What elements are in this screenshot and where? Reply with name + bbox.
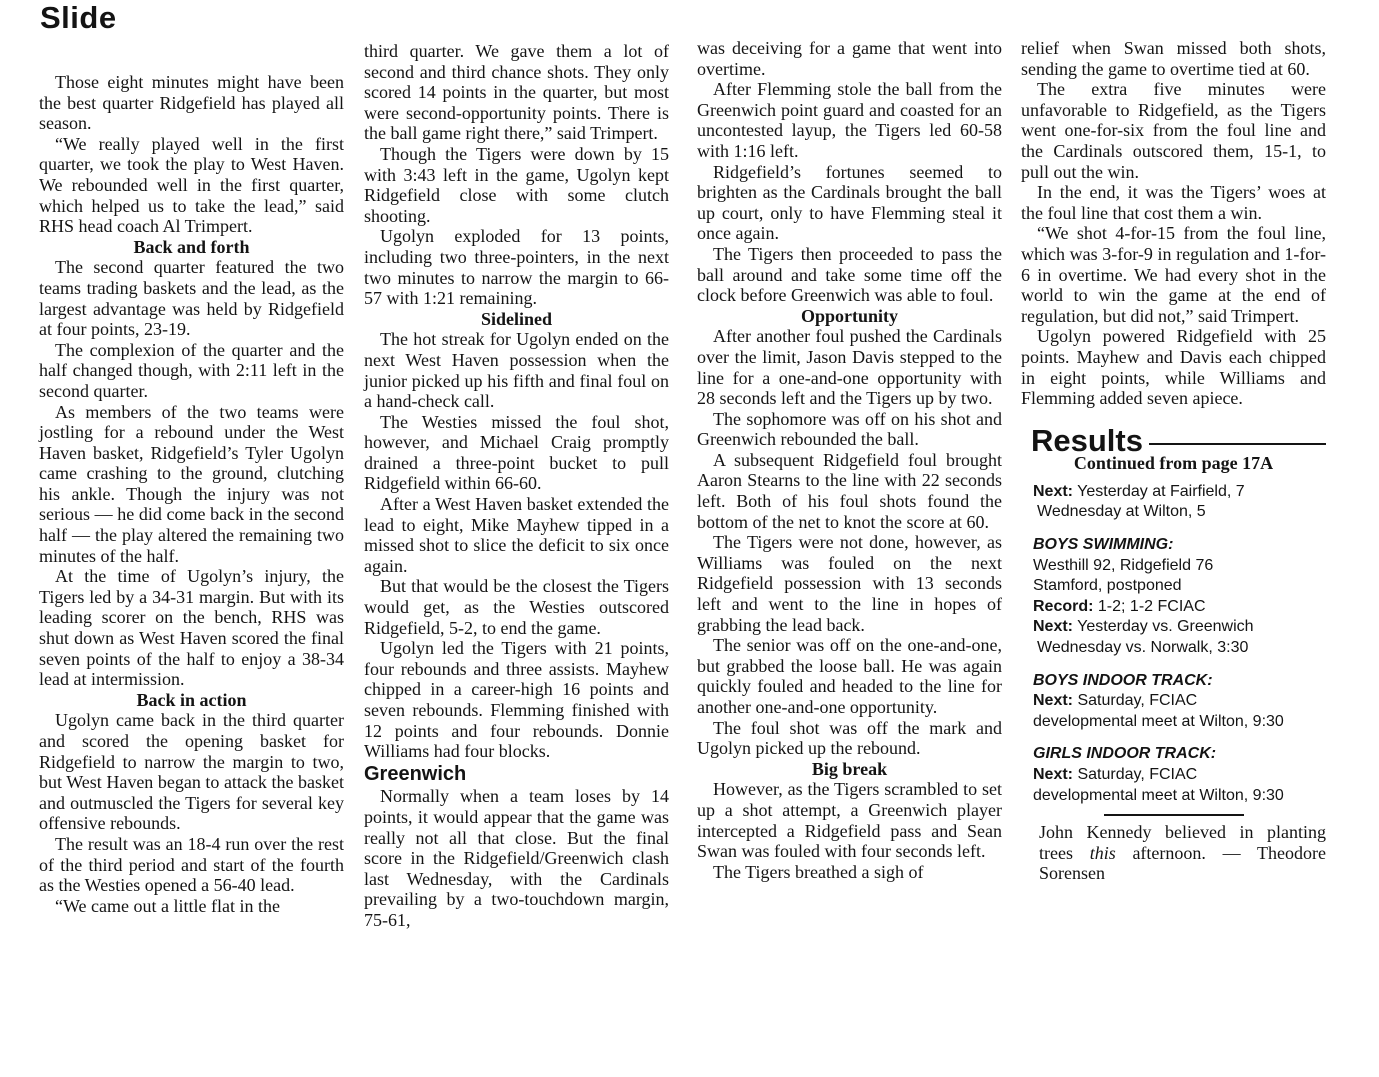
subhead-big-break: Big break [811,758,888,779]
paragraph: As members of the two teams were jostling for a rebound under the West Haven basket, Ridgefield’s Tyler Ugolyn came crashing to the ground, clutching his ankle. Though the injury was not serious — he did come back in the second half — the play altered the remaining two minutes of the half. [39,401,344,566]
paragraph: Ugolyn exploded for 13 points, including two three-pointers, in the next two minutes to narrow the margin to 66-57 with 1:21 remaining. [364,226,669,309]
section-title: Slide [40,0,117,35]
paragraph: The senior was off on the one-and-one, but grabbed the loose ball. He was again quickly fouled and headed to the line for another one-and-one opportunity. [697,635,1002,717]
subhead-back-in-action: Back in action [136,689,247,710]
paragraph: The complexion of the quarter and the half changed though, with 2:11 left in the second quarter. [39,339,344,401]
results-boys-swimming [1033,556,1326,659]
paragraph: “We came out a little flat in the [55,895,280,916]
result-line: Stamford, postponed [1033,577,1182,595]
sport-title-girls-indoor-track: GIRLS INDOOR TRACK: [1033,745,1217,763]
paragraph: After Flemming stole the ball from the Greenwich point guard and coasted for an uncontested layup, the Tigers led 60-58 with 1:16 left. [697,79,1002,161]
article-column-1 [39,72,344,916]
paragraph: In the end, it was the Tigers’ woes at the foul line that cost them a win. [1021,182,1326,223]
paragraph: After another foul pushed the Cardinals over the limit, Jason Davis stepped to the line for a one-and-one opportunity with 28 seconds left and the Tigers up by two. [697,326,1002,409]
record-value: 1-2; 1-2 FCIAC [1097,597,1206,615]
paragraph: The Tigers were not done, however, as Williams was fouled on the next Ridgefield possession with 13 seconds left and went to the line in hopes of grabbing the lead back. [697,532,1002,635]
record-label: Record: [1033,597,1094,615]
paragraph: Ridgefield’s fortunes seemed to brighten as the Cardinals brought the ball up court, only to have Flemming steal it once again. [697,161,1002,244]
quote-part: John Kennedy believed in planting trees [1039,822,1326,863]
results-boys-indoor-track [1033,691,1326,732]
paragraph: was deceiving for a game that went into overtime. [697,38,1002,79]
subhead-back-and-forth: Back and forth [133,236,250,257]
results-title: Results [1031,422,1143,458]
next-label: Next: [1033,692,1074,710]
sport-title-boys-indoor-track: BOYS INDOOR TRACK: [1033,671,1213,689]
paragraph: third quarter. We gave them a lot of second and third chance shots. They only scored 14 points in the quarter, but most were second-opportunity points. There is the ball game right there,” said Trimpert. [364,41,669,144]
paragraph: Though the Tigers were down by 15 with 3:43 left in the game, Ugolyn kept Ridgefield close with some clutch shooting. [364,143,669,226]
results-heading [1031,422,1326,458]
section-head-greenwich: Greenwich [364,762,467,785]
subhead-opportunity: Opportunity [800,305,899,326]
next-value: Wednesday at Wilton, 5 [1037,503,1206,521]
paragraph: At the time of Ugolyn’s injury, the Tigers led by a 34-31 margin. But with its leading scorer on the bench, RHS was shut down as West Haven scored the final seven points of the half to enjoy a 38-34 lead at intermission. [39,566,344,690]
next-label: Next: [1033,482,1074,500]
paragraph: The second quarter featured the two teams trading baskets and the lead, as the largest advantage was held by Ridgefield at four points, 23-19. [39,257,344,340]
filler-quote [1039,822,1326,884]
paragraph: Those eight minutes might have been the best quarter Ridgefield has played all season. [39,72,344,134]
result-line: Westhill 92, Ridgefield 76 [1033,556,1214,574]
next-value: Yesterday at Fairfield, 7 [1077,482,1245,500]
next-value: Yesterday vs. Greenwich [1077,618,1254,636]
paragraph: The Tigers then proceeded to pass the ball around and take some time off the clock before Greenwich was able to foul. [697,243,1002,306]
paragraph: A subsequent Ridgefield foul brought Aaron Stearns to the line with 22 seconds left. Both of his foul shots found the bottom of the net to knot the score at 60. [697,449,1002,532]
divider [1104,814,1244,816]
paragraph: “We really played well in the first quarter, we took the play to West Haven. We rebounded well in the first quarter, which helped us to take the lead,” said RHS head coach Al Trimpert. [39,133,344,237]
quote-part: afternoon. — Theodore Sorensen [1039,842,1326,884]
paragraph: “We shot 4-for-15 from the foul line, which was 3-for-9 in regulation and 1-for-6 in overtime. We had every shot in the world to win the game at the end of regulation, but did not,” said Trimpert. [1021,223,1326,326]
article-column-2 [364,41,669,931]
next-value: Wednesday vs. Norwalk, 3:30 [1037,639,1249,657]
paragraph: Ugolyn came back in the third quarter and scored the opening basket for Ridgefield to narrow the margin to two, but West Haven began to attack the basket and outmuscled the Tigers for several key offensive rebounds. [39,710,344,834]
paragraph: But that would be the closest the Tigers would get, as the Westies outscored Ridgefield, 5-2, to end the game. [364,576,669,638]
paragraph: The extra five minutes were unfavorable to Ridgefield, as the Tigers went one-for-six from the foul line and the Cardinals outscored them, 15-1, to pull out the win. [1021,79,1326,182]
next-value: developmental meet at Wilton, 9:30 [1033,786,1284,804]
subhead-sidelined: Sidelined [480,308,553,329]
paragraph: The Tigers breathed a sigh of [713,861,924,882]
results-girls-indoor-track [1033,765,1326,806]
paragraph: The result was an 18-4 run over the rest of the third period and start of the fourth as the Westies opened a 56-40 lead. [39,833,344,896]
next-value: Saturday, FCIAC [1077,692,1198,710]
paragraph: Ugolyn led the Tigers with 21 points, four rebounds and three assists. Mayhew chipped in a career-high 16 points and seven rebounds. Flemming finished with 12 points and four rebounds. Donnie Williams had four blocks. [364,638,669,762]
paragraph: relief when Swan missed both shots, sending the game to overtime tied at 60. [1021,38,1326,79]
next-value: developmental meet at Wilton, 9:30 [1033,712,1284,730]
results-rule [1149,443,1326,445]
continued-note: Continued from page 17A [1073,453,1274,474]
sport-title-boys-swimming: BOYS SWIMMING: [1033,536,1174,554]
paragraph: The hot streak for Ugolyn ended on the next West Haven possession when the junior picked up his fifth and final foul on a hand-check call. [364,329,669,412]
quote-emphasis: this [1089,842,1116,863]
next-label: Next: [1033,618,1074,636]
paragraph: The Westies missed the foul shot, however, and Michael Craig promptly drained a three-point bucket to pull Ridgefield within 66-60. [364,411,669,494]
paragraph: The foul shot was off the mark and Ugolyn picked up the rebound. [697,717,1002,759]
paragraph: However, as the Tigers scrambled to set up a shot attempt, a Greenwich player intercepted a Ridgefield pass and Sean Swan was fouled with four seconds left. [697,779,1002,862]
paragraph: Normally when a team loses by 14 points, it would appear that the game was really not all that close. But the final score in the Ridgefield/Greenwich clash last Wednesday, with the Cardinals prevailing by a two-touchdown margin, 75-61, [364,786,669,930]
next-label: Next: [1033,766,1074,783]
next-value: Saturday, FCIAC [1077,766,1198,783]
paragraph: The sophomore was off on his shot and Greenwich rebounded the ball. [697,408,1002,450]
quote-text [1039,822,1326,884]
paragraph: Ugolyn powered Ridgefield with 25 points. Mayhew and Davis each chipped in eight points, while Williams and Flemming added seven apiece. [1021,326,1326,409]
article-column-4 [1021,38,1326,884]
paragraph: After a West Haven basket extended the lead to eight, Mike Mayhew tipped in a missed shot to slice the deficit to six once again. [364,494,669,576]
results-top-next [1033,482,1326,523]
article-column-3 [697,38,1002,882]
